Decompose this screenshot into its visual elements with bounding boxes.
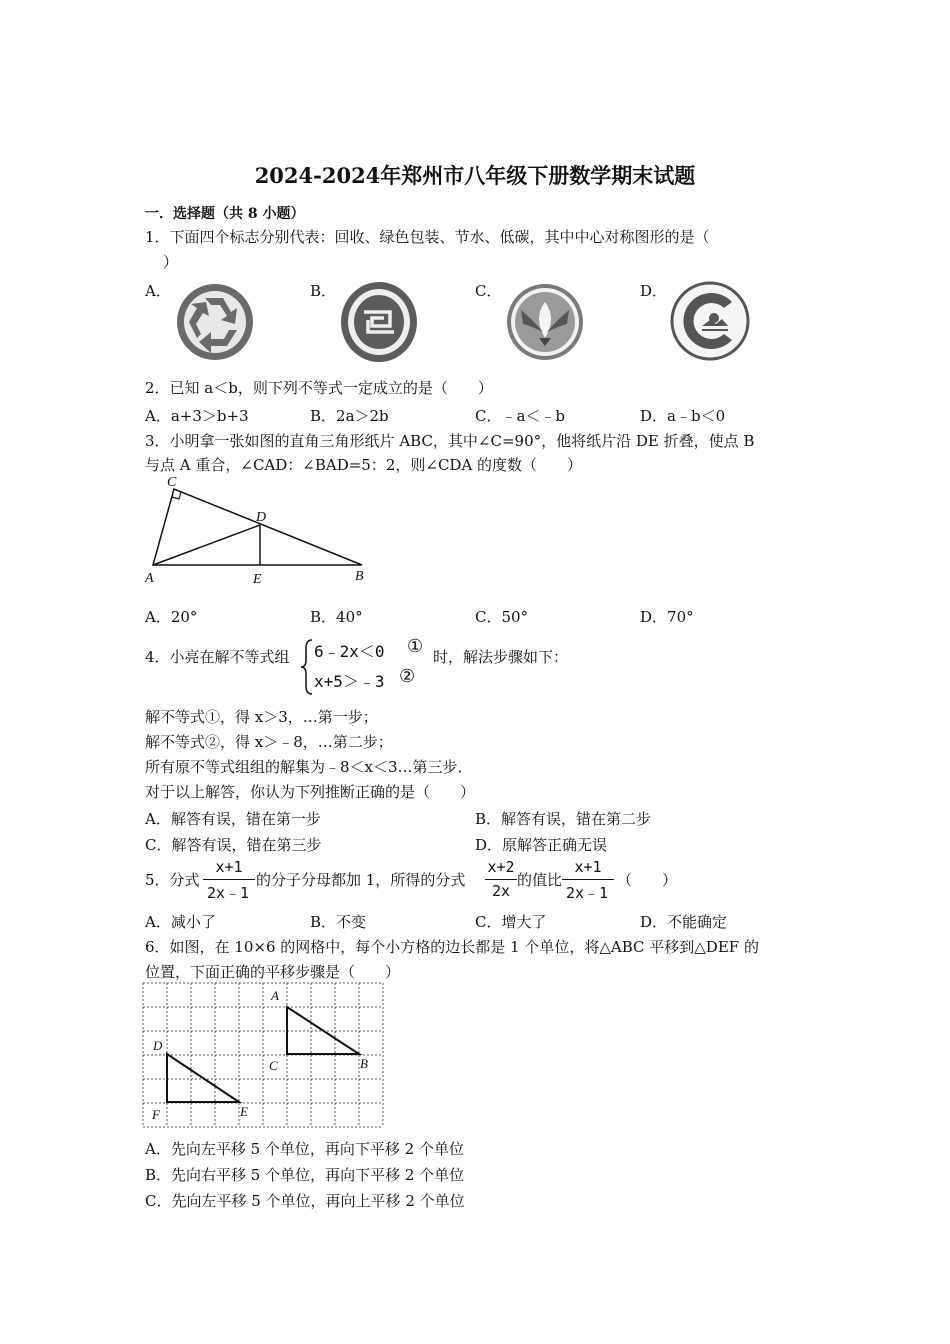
q3-option-a: A．20° — [145, 608, 198, 626]
q1-option-a-label: A． — [145, 282, 171, 300]
q1-option-d-label: D． — [640, 282, 668, 300]
green-packaging-logo-icon — [340, 280, 418, 364]
fraction-3-bar — [562, 879, 614, 880]
q5-option-a: A．减小了 — [145, 913, 216, 931]
q4-step-2: 解不等式②，得 x＞﹣8，…第二步； — [145, 733, 393, 751]
brace-icon — [300, 638, 314, 696]
label-a: A — [271, 988, 279, 1003]
q2-option-b: B．2a＞2b — [310, 407, 389, 425]
section-heading: 一．选择题（共 8 小题） — [145, 206, 305, 222]
q5-text-4: （ ） — [617, 871, 678, 889]
q4-stem-prefix: 4．小亮在解不等式组 — [145, 648, 290, 666]
q1-stem: 1．下面四个标志分别代表：回收、绿色包装、节水、低碳，其中中心对称图形的是（ — [145, 228, 710, 246]
label-c: C — [269, 1058, 278, 1073]
q2-option-c: C．﹣a＜﹣b — [475, 407, 566, 425]
triangle-def-grid — [167, 1054, 239, 1102]
fraction-2-denominator: 2x — [491, 882, 511, 900]
label-d: D — [256, 510, 267, 525]
fraction-3-denominator: 2x﹣1 — [565, 884, 609, 902]
q3-option-d: D．70° — [640, 608, 694, 626]
label-b: B — [355, 569, 364, 584]
label-c: C — [167, 475, 177, 490]
inequality-2: x+5＞﹣3 — [314, 672, 385, 691]
label-f: F — [152, 1107, 160, 1122]
q5-text-3: 的值比 — [517, 871, 563, 889]
q5-option-c: C．增大了 — [475, 913, 547, 931]
q6-stem-cont: 位置，下面正确的平移步骤是（ ） — [145, 963, 401, 981]
q5-option-d: D．不能确定 — [640, 913, 728, 931]
recycle-logo-icon — [175, 280, 255, 364]
label-a: A — [145, 571, 154, 586]
grid-figure — [142, 982, 384, 1128]
q5-text-1: 5．分式 — [145, 871, 200, 889]
q1-stem-end: ） — [163, 253, 179, 271]
q4-stem-suffix: 时，解法步骤如下： — [433, 648, 569, 666]
triangle-figure — [140, 472, 380, 592]
water-saving-logo-icon — [505, 280, 585, 364]
q2-option-d: D．a﹣b＜0 — [640, 407, 726, 425]
circled-1: ① — [407, 636, 424, 657]
low-carbon-logo-icon — [670, 278, 750, 364]
q3-option-c: C．50° — [475, 608, 529, 626]
q3-option-b: B．40° — [310, 608, 363, 626]
fraction-2-bar — [485, 879, 517, 880]
segment-ad — [153, 525, 260, 565]
fraction-1-denominator: 2x﹣1 — [206, 884, 250, 902]
q3-stem: 3．小明拿一张如图的直角三角形纸片 ABC，其中∠C=90°，他将纸片沿 DE 折叠，使点 B — [145, 432, 755, 450]
circled-2: ② — [399, 666, 416, 687]
q6-option-b: B．先向右平移 5 个单位，再向下平移 2 个单位 — [145, 1166, 465, 1184]
q1-option-c-label: C． — [475, 282, 502, 300]
q6-option-c: C．先向左平移 5 个单位，再向上平移 2 个单位 — [145, 1192, 465, 1210]
fraction-3-numerator: x+1 — [574, 858, 602, 876]
fraction-2-numerator: x+2 — [487, 858, 515, 876]
page-title: 2024-2024年郑州市八年级下册数学期末试题 — [254, 163, 696, 188]
label-d: D — [153, 1038, 163, 1053]
label-b: B — [360, 1056, 368, 1071]
q6-stem: 6．如图，在 10×6 的网格中，每个小方格的边长都是 1 个单位，将△ABC 平移到△DEF 的 — [145, 938, 759, 956]
q4-option-b: B．解答有误，错在第二步 — [475, 810, 652, 828]
label-e: E — [253, 572, 262, 587]
q4-question: 对于以上解答，你认为下列推断正确的是（ ） — [145, 783, 476, 801]
q4-step-3: 所有原不等式组组的解集为﹣8＜x＜3…第三步． — [145, 758, 473, 776]
label-e: E — [240, 1104, 248, 1119]
q5-option-b: B．不变 — [310, 913, 367, 931]
q4-option-c: C．解答有误，错在第三步 — [145, 836, 322, 854]
q4-option-d: D．原解答正确无误 — [475, 836, 608, 854]
q6-option-a: A．先向左平移 5 个单位，再向下平移 2 个单位 — [145, 1140, 464, 1158]
q4-step-1: 解不等式①，得 x＞3，…第一步； — [145, 708, 378, 726]
inequality-1: 6﹣2x＜0 — [314, 642, 385, 661]
q2-option-a: A．a+3＞b+3 — [145, 407, 249, 425]
fraction-1-numerator: x+1 — [215, 858, 243, 876]
q5-text-2: 的分子分母都加 1，所得的分式 — [256, 871, 466, 889]
q1-option-b-label: B． — [310, 282, 337, 300]
fraction-1-bar — [203, 879, 255, 880]
q3-stem-cont: 与点 A 重合，∠CAD：∠BAD=5：2，则∠CDA 的度数（ ） — [145, 456, 583, 474]
q2-stem: 2．已知 a＜b，则下列不等式一定成立的是（ ） — [145, 379, 493, 397]
q4-option-a: A．解答有误，错在第一步 — [145, 810, 321, 828]
